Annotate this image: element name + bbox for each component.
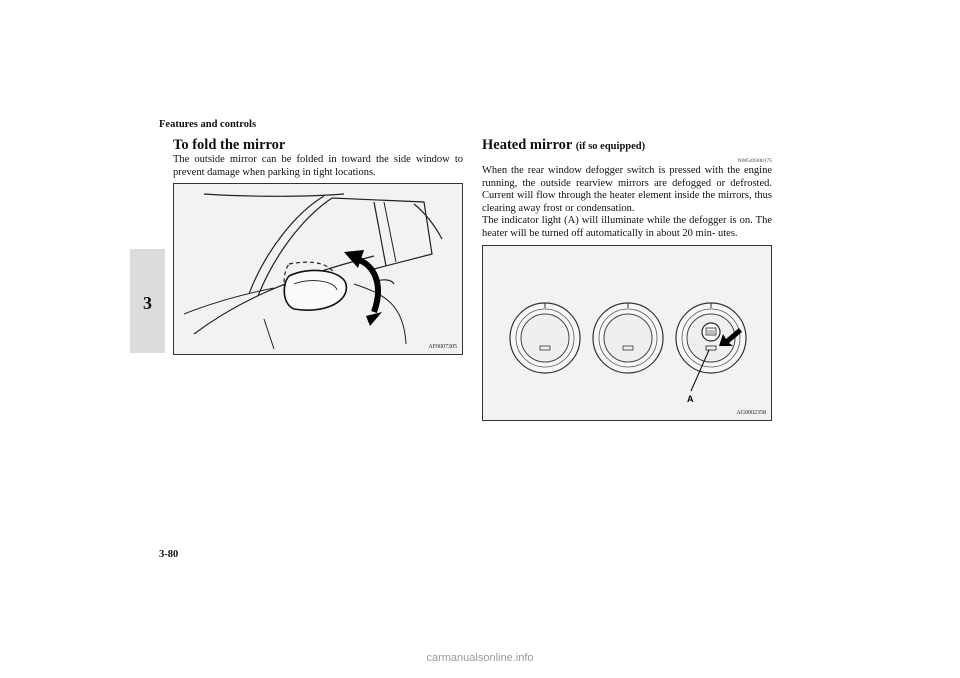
page-number: 3-80 <box>159 549 179 560</box>
defogger-switch-figure <box>482 245 772 421</box>
dial-2 <box>593 303 663 373</box>
dial-3 <box>676 303 746 373</box>
left-column <box>173 136 463 355</box>
fold-mirror-figure <box>173 183 463 355</box>
indicator-callout-label: A <box>687 393 694 404</box>
heated-mirror-body-2: The indicator light (A) will illuminate while the defogger is on. The heater will be turned off automatically in about 20 min- utes. <box>482 215 772 239</box>
heated-mirror-title <box>482 136 772 156</box>
watermark[interactable]: carmanualsonline.info <box>426 652 534 664</box>
heated-mirror-body-1: When the rear window defogger switch is pressed with the engine running, the outside rearview mirrors are defogged or defrosted. Current will flow through the heater element inside the mirrors, thus clearing away frost or condensation. <box>482 165 772 214</box>
climate-dials-illustration <box>483 246 771 420</box>
dial-1 <box>510 303 580 373</box>
fold-mirror-illustration <box>174 184 462 354</box>
section-header: Features and controls <box>159 119 257 130</box>
chapter-tab-number: 3 <box>143 293 152 313</box>
document-code: N00549300175 <box>737 158 772 164</box>
heated-mirror-title-text: Heated mirror <box>482 137 573 153</box>
heated-mirror-title-suffix: (if so equipped) <box>575 141 646 152</box>
fold-mirror-body: The outside mirror can be folded in toward the side window to prevent damage when parking in tight locations. <box>173 154 463 178</box>
fold-mirror-figure-code: AF0007305 <box>428 344 457 351</box>
right-column <box>482 136 772 421</box>
fold-mirror-title: To fold the mirror <box>173 137 286 153</box>
defogger-figure-code: AG0002358 <box>736 409 766 416</box>
